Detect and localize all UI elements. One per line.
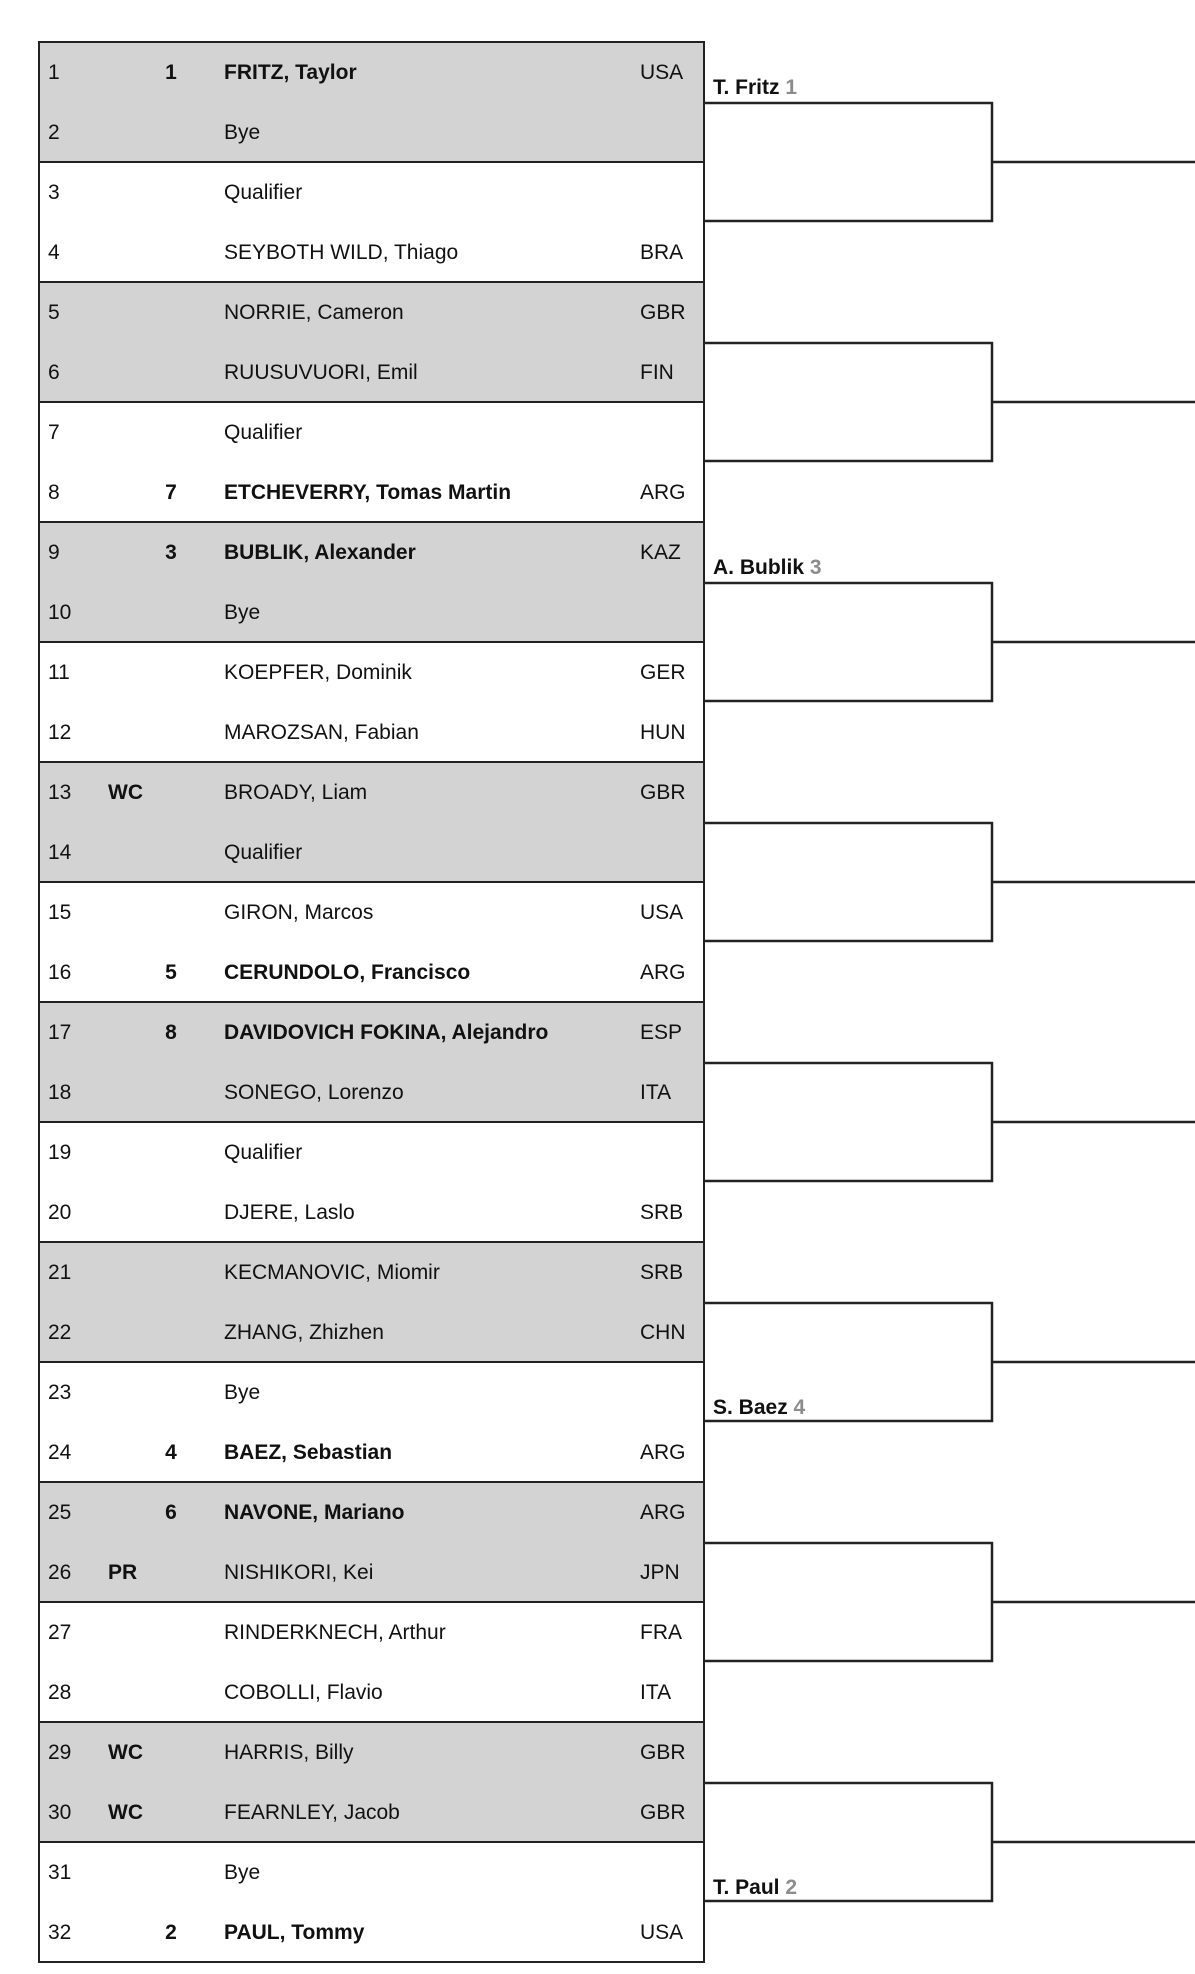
draw-position: 12 — [48, 721, 72, 744]
seed-label: WC — [108, 781, 143, 804]
bracket-connector — [704, 343, 992, 461]
draw-position: 27 — [48, 1621, 72, 1644]
draw-position: 11 — [48, 661, 70, 684]
country-code: ARG — [640, 481, 686, 504]
seed-label: 6 — [165, 1501, 177, 1524]
country-code: SRB — [640, 1261, 684, 1284]
country-code: ARG — [640, 961, 686, 984]
draw-position: 16 — [48, 961, 72, 984]
country-code: USA — [640, 1921, 684, 1944]
draw-position: 32 — [48, 1921, 72, 1944]
draw-position: 17 — [48, 1021, 72, 1044]
country-code: ITA — [640, 1081, 672, 1104]
advancing-player: T. Fritz 1 — [713, 76, 798, 99]
country-code: FRA — [640, 1621, 682, 1644]
player-name: Bye — [224, 601, 261, 624]
bracket-connector — [704, 823, 992, 941]
seed-label: 1 — [165, 61, 177, 84]
bracket-connector — [704, 583, 992, 701]
country-code: ITA — [640, 1681, 672, 1704]
player-name: SEYBOTH WILD, Thiago — [224, 241, 459, 264]
match-block — [39, 642, 704, 762]
draw-position: 26 — [48, 1561, 72, 1584]
country-code: GBR — [640, 301, 686, 324]
country-code: ARG — [640, 1501, 686, 1524]
player-name: NAVONE, Mariano — [224, 1501, 405, 1524]
match-block — [39, 42, 704, 162]
seed-label: 4 — [165, 1441, 177, 1464]
bracket-connector — [704, 103, 992, 221]
match-block — [39, 402, 704, 522]
seed-label: 8 — [165, 1021, 177, 1044]
player-name: NISHIKORI, Kei — [224, 1561, 374, 1584]
draw-position: 29 — [48, 1741, 72, 1764]
player-name: RUUSUVUORI, Emil — [224, 361, 418, 384]
country-code: HUN — [640, 721, 686, 744]
seed-label: 7 — [165, 481, 177, 504]
seed-label: WC — [108, 1741, 143, 1764]
country-code: KAZ — [640, 541, 681, 564]
player-name: ZHANG, Zhizhen — [224, 1321, 384, 1344]
player-name: Qualifier — [224, 421, 303, 444]
bracket-connector — [704, 1063, 992, 1181]
draw-position: 14 — [48, 841, 72, 864]
player-name: PAUL, Tommy — [224, 1921, 365, 1944]
player-name: RINDERKNECH, Arthur — [224, 1621, 446, 1644]
player-name: DAVIDOVICH FOKINA, Alejandro — [224, 1021, 549, 1044]
draw-position: 13 — [48, 781, 72, 804]
country-code: USA — [640, 901, 684, 924]
seed-label: 2 — [165, 1921, 177, 1944]
advancing-player: S. Baez 4 — [713, 1396, 806, 1419]
draw-position: 15 — [48, 901, 72, 924]
bracket-connector — [704, 1543, 992, 1661]
match-block — [39, 162, 704, 282]
draw-position: 1 — [48, 61, 60, 84]
country-code: SRB — [640, 1201, 684, 1224]
player-name: Bye — [224, 1381, 261, 1404]
player-name: Bye — [224, 121, 261, 144]
match-block — [39, 522, 704, 642]
player-name: SONEGO, Lorenzo — [224, 1081, 404, 1104]
player-name: MAROZSAN, Fabian — [224, 721, 419, 744]
draw-position: 2 — [48, 121, 60, 144]
country-code: CHN — [640, 1321, 686, 1344]
player-name: BROADY, Liam — [224, 781, 368, 804]
draw-position: 22 — [48, 1321, 72, 1344]
country-code: GBR — [640, 781, 686, 804]
player-name: Bye — [224, 1861, 261, 1884]
player-name: KOEPFER, Dominik — [224, 661, 412, 684]
country-code: USA — [640, 61, 684, 84]
player-name: Qualifier — [224, 841, 303, 864]
player-name: BAEZ, Sebastian — [224, 1441, 393, 1464]
seed-label: 3 — [165, 541, 177, 564]
draw-position: 25 — [48, 1501, 72, 1524]
player-name: Qualifier — [224, 181, 303, 204]
country-code: GBR — [640, 1801, 686, 1824]
draw-position: 10 — [48, 601, 72, 624]
country-code: GBR — [640, 1741, 686, 1764]
draw-position: 19 — [48, 1141, 72, 1164]
draw-position: 5 — [48, 301, 60, 324]
draw-position: 6 — [48, 361, 60, 384]
match-block — [39, 1602, 704, 1722]
player-name: DJERE, Laslo — [224, 1201, 355, 1224]
match-block — [39, 1362, 704, 1482]
draw-position: 21 — [48, 1261, 72, 1284]
draw-position: 23 — [48, 1381, 72, 1404]
player-name: Qualifier — [224, 1141, 303, 1164]
seed-label: WC — [108, 1801, 143, 1824]
country-code: ARG — [640, 1441, 686, 1464]
match-block — [39, 762, 704, 882]
country-code: JPN — [640, 1561, 680, 1584]
player-name: HARRIS, Billy — [224, 1741, 354, 1764]
player-name: NORRIE, Cameron — [224, 301, 404, 324]
match-block — [39, 882, 704, 1002]
match-block — [39, 1722, 704, 1842]
country-code: GER — [640, 661, 686, 684]
match-block — [39, 1242, 704, 1362]
country-code: FIN — [640, 361, 674, 384]
match-block — [39, 282, 704, 402]
match-block — [39, 1482, 704, 1602]
advancing-player: T. Paul 2 — [713, 1876, 798, 1899]
draw-position: 20 — [48, 1201, 72, 1224]
country-code: ESP — [640, 1021, 683, 1044]
player-name: GIRON, Marcos — [224, 901, 374, 924]
player-name: COBOLLI, Flavio — [224, 1681, 383, 1704]
draw-position: 8 — [48, 481, 60, 504]
player-name: BUBLIK, Alexander — [224, 541, 416, 564]
draw-position: 9 — [48, 541, 60, 564]
draw-position: 3 — [48, 181, 60, 204]
player-name: FRITZ, Taylor — [224, 61, 357, 84]
match-block — [39, 1122, 704, 1242]
draw-position: 28 — [48, 1681, 72, 1704]
draw-position: 7 — [48, 421, 60, 444]
draw-position: 18 — [48, 1081, 72, 1104]
draw-position: 4 — [48, 241, 60, 264]
player-name: ETCHEVERRY, Tomas Martin — [224, 481, 512, 504]
country-code: BRA — [640, 241, 684, 264]
match-block — [39, 1842, 704, 1962]
player-name: KECMANOVIC, Miomir — [224, 1261, 440, 1284]
player-name: FEARNLEY, Jacob — [224, 1801, 400, 1824]
seed-label: PR — [108, 1561, 138, 1584]
draw-position: 24 — [48, 1441, 72, 1464]
seed-label: 5 — [165, 961, 177, 984]
match-block — [39, 1002, 704, 1122]
draw-position: 30 — [48, 1801, 72, 1824]
draw-position: 31 — [48, 1861, 72, 1884]
advancing-player: A. Bublik 3 — [713, 556, 822, 579]
player-name: CERUNDOLO, Francisco — [224, 961, 471, 984]
